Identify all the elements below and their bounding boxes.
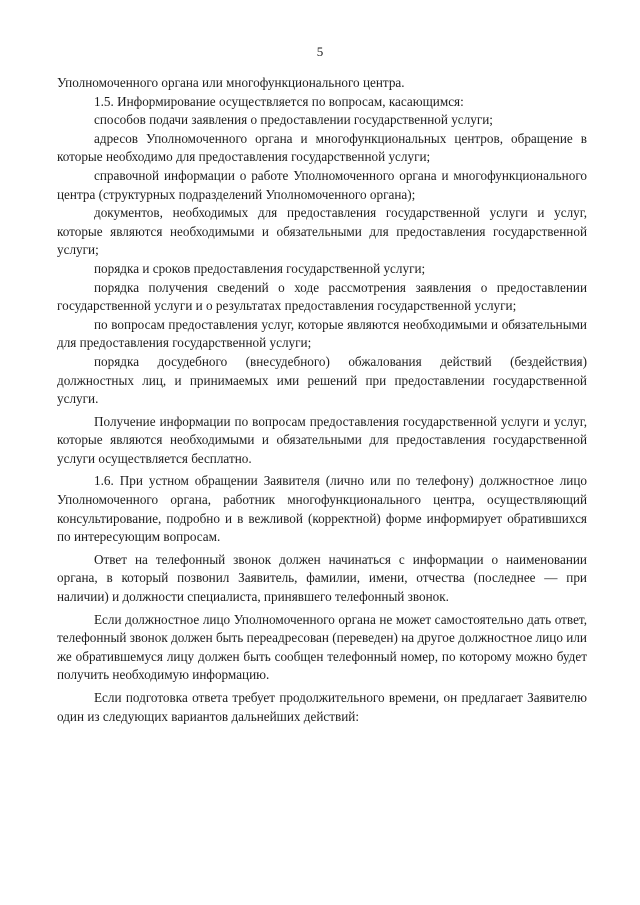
paragraph-1-5-heading: 1.5. Информирование осуществляется по вопросам, касающимся: — [94, 93, 464, 109]
page-number: 5 — [316, 44, 324, 59]
list-item-procedure-and-terms: порядка и сроков предоставления государственной услуги; — [94, 260, 426, 276]
list-item-progress-info: порядка получения сведений о ходе рассмотрения заявления о предоставлении государственной услуги и о результатах предоставления государственной услуги; — [57, 279, 587, 314]
document-body — [57, 74, 587, 726]
list-item-reference-info: справочной информации о работе Уполномоченного органа и многофункционального центра (структурных подразделений Уполномоченного органа); — [57, 167, 587, 202]
paragraph-call-redirect: Если должностное лицо Уполномоченного органа не может самостоятельно дать ответ, телефонный звонок должен быть переадресован (переведен) на другое должностное лицо или же обратившемуся лицу должен быть сообщен телефонный номер, по которому можно будет получить необходимую информацию. — [57, 611, 587, 683]
paragraph-continuation: Уполномоченного органа или многофункционального центра. — [57, 75, 405, 90]
list-item-submission-methods: способов подачи заявления о предоставлении государственной услуги; — [94, 112, 493, 128]
paragraph-long-preparation: Если подготовка ответа требует продолжительного времени, он предлагает Заявителю один из следующих вариантов дальнейших действий: — [57, 690, 587, 724]
paragraph-free-of-charge: Получение информации по вопросам предоставления государственной услуги и услуг, которые являются необходимыми и обязательными для предоставления государственной услуги осуществляется бесплатно. — [57, 413, 587, 466]
list-item-addresses: адресов Уполномоченного органа и многофункциональных центров, обращение в которые необходимо для предоставления государственной услуги; — [57, 130, 587, 165]
list-item-appeal-procedure: порядка досудебного (внесудебного) обжалования действий (бездействия) должностных лиц, и принимаемых ими решений при предоставлении государственной услуги. — [57, 353, 587, 407]
paragraph-1-6-oral-inquiry: 1.6. При устном обращении Заявителя (лично или по телефону) должностное лицо Уполномоченного органа, работник многофункционального центра, осуществляющий консультирование, подробно и в вежливой (корректной) форме информирует обратившихся по интересующим вопросам. — [57, 473, 587, 545]
paragraph-phone-answer: Ответ на телефонный звонок должен начинаться с информации о наименовании органа, в который позвонил Заявитель, фамилии, имени, отчества (последнее — при наличии) и должности специалиста, принявшего телефонный звонок. — [57, 551, 587, 605]
list-item-required-services: по вопросам предоставления услуг, которые являются необходимыми и обязательными для предоставления государственной услуги; — [57, 316, 587, 351]
list-item-documents: документов, необходимых для предоставления государственной услуги и услуг, которые являются необходимыми и обязательными для предоставления государственной услуги; — [57, 205, 587, 258]
